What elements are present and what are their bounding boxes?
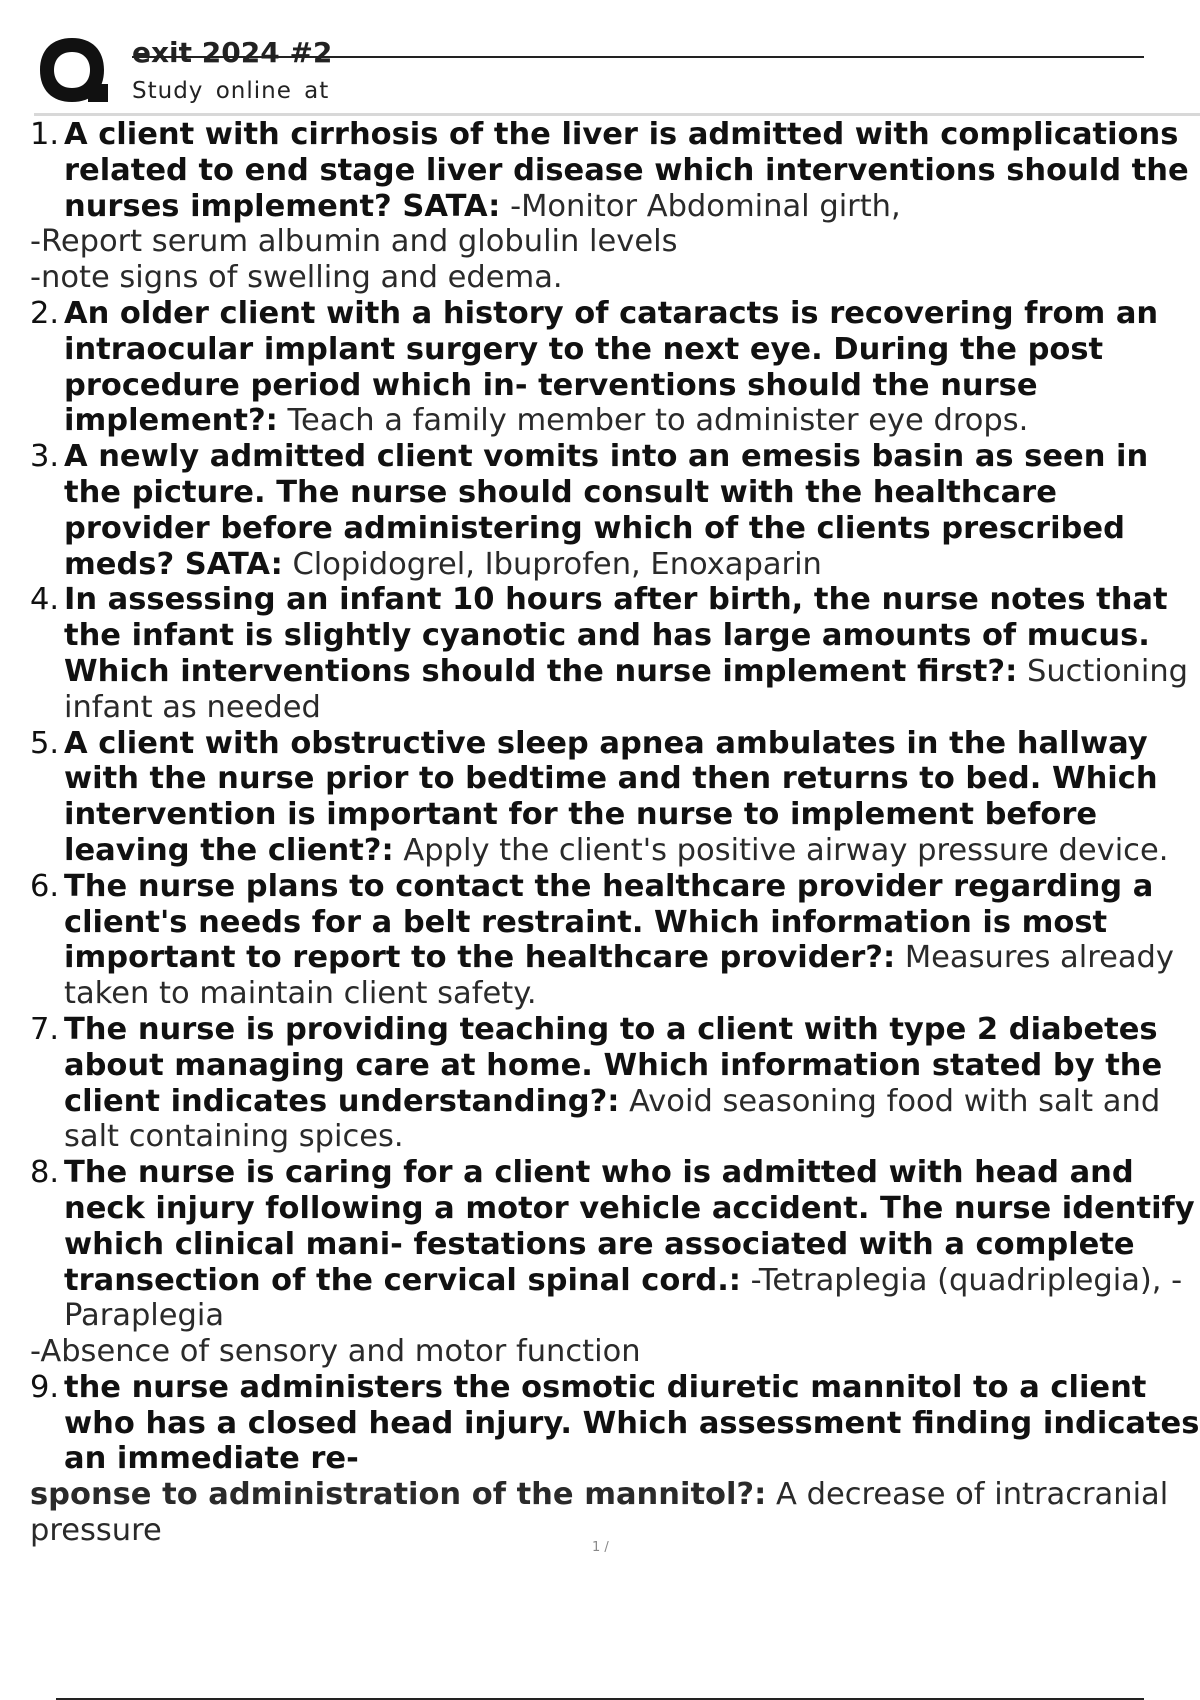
- question-answer: Suctioning infant as needed: [64, 653, 1189, 725]
- question-list: [30, 117, 1200, 1549]
- question-answer: Measures already taken to maintain client safety.: [64, 940, 1174, 1012]
- question-number: 5.: [30, 725, 60, 761]
- question-number: 3.: [30, 439, 60, 475]
- question-number: 9.: [30, 1369, 60, 1405]
- question-text: [40, 1155, 1200, 1334]
- question-item: [30, 726, 1200, 869]
- question-prompt-continuation: sponse to administration of the mannitol?:: [30, 1477, 767, 1513]
- question-item: [30, 439, 1200, 582]
- question-text: [40, 582, 1200, 725]
- question-text: [40, 117, 1200, 224]
- question-prompt: The nurse is providing teaching to a client with type 2 diabetes about managing care at home. Which information stated by the client indicates understanding?:: [64, 1011, 1163, 1119]
- title-underline: [132, 56, 1144, 58]
- document-subtitle: Study online at: [132, 78, 330, 104]
- question-answer: Teach a family member to administer eye drops.: [277, 403, 1029, 439]
- question-prompt: A client with obstructive sleep apnea ambulates in the hallway with the nurse prior to bedtime and then returns to bed. Which intervention is important for the nurse to implement before leaving the client?:: [64, 725, 1158, 868]
- question-prompt: An older client with a history of cataracts is recovering from an intraocular implant surgery to the next eye. During the post procedure period which in- terventions should the nurse implement?:: [64, 295, 1159, 439]
- question-item: [30, 1012, 1200, 1155]
- question-item: [30, 117, 1200, 296]
- answer-extra-line: -Absence of sensory and motor function: [30, 1334, 641, 1370]
- question-number: 4.: [30, 582, 60, 618]
- question-item: [30, 1370, 1200, 1549]
- question-text: [40, 439, 1200, 582]
- question-number: 8.: [30, 1155, 60, 1191]
- question-text: [40, 1370, 1200, 1477]
- question-item: [30, 582, 1200, 725]
- question-prompt: A newly admitted client vomits into an emesis basin as seen in the picture. The nurse should consult with the healthcare provider before administering which of the clients prescribed meds? SATA:: [64, 439, 1149, 582]
- question-text: [40, 869, 1200, 1012]
- question-prompt: A client with cirrhosis of the liver is admitted with complications related to end stage liver disease which interventions should the nurses implement? SATA:: [64, 117, 1189, 224]
- question-item: [30, 1155, 1200, 1370]
- question-number: 6.: [30, 868, 60, 904]
- question-answer: -Monitor Abdominal girth,: [500, 188, 901, 224]
- question-text: [40, 296, 1200, 439]
- question-answer: Apply the client's positive airway pressure device.: [393, 832, 1169, 868]
- question-prompt: The nurse is caring for a client who is admitted with head and neck injury following a motor vehicle accident. The nurse identify which clinical mani- festations are associated with a complete transection of the cervical spinal cord.:: [64, 1155, 1195, 1298]
- question-item: [30, 869, 1200, 1012]
- question-text: [40, 726, 1200, 869]
- question-number: 7.: [30, 1011, 60, 1047]
- question-answer: Avoid seasoning food with salt and salt containing spices.: [64, 1083, 1161, 1155]
- question-answer: A decrease of intracranial pressure: [30, 1477, 1169, 1549]
- answer-extra-line: -Report serum albumin and globulin levels: [30, 224, 678, 260]
- question-number: 2.: [30, 295, 60, 331]
- answer-extra-line: -note signs of swelling and edema.: [30, 260, 563, 296]
- question-prompt: The nurse plans to contact the healthcare provider regarding a client's needs for a belt restraint. Which information is most important to report to the healthcare provider?:: [64, 868, 1154, 976]
- question-continuation: [30, 1477, 1200, 1549]
- question-item: [30, 296, 1200, 439]
- question-prompt: In assessing an infant 10 hours after birth, the nurse notes that the infant is slightly cyanotic and has large amounts of mucus. Which interventions should the nurse implement first?:: [64, 582, 1168, 689]
- document-header: [0, 0, 1200, 120]
- question-number: 1.: [30, 117, 60, 152]
- document-title: exit 2024 #2: [132, 36, 333, 69]
- question-prompt: the nurse administers the osmotic diuretic mannitol to a client who has a closed head injury. Which assessment finding indicates an immediate re-: [64, 1369, 1200, 1477]
- question-answer: Clopidogrel, Ibuprofen, Enoxaparin: [282, 546, 822, 582]
- question-answer: -Tetraplegia (quadriplegia), -Paraplegia: [64, 1262, 1183, 1334]
- header-divider: [34, 113, 1200, 116]
- q-logo-icon: [32, 32, 112, 110]
- page-number: 1 /: [592, 1540, 609, 1555]
- question-text: [40, 1012, 1200, 1155]
